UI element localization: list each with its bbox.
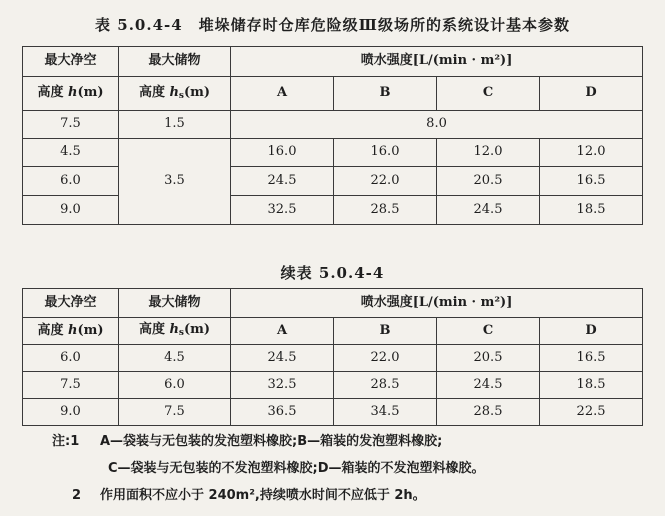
t1-cell-h: 6.0 — [23, 167, 119, 196]
table2-title: 续表 5.0.4-4 — [280, 264, 385, 282]
t2-cell: 24.5 — [231, 345, 334, 372]
note-line-3: 2 作用面积不应小于 240m²,持续喷水时间不应低于 2h。 — [52, 482, 485, 509]
table1-title: 表 5.0.4-4 堆垛储存时仓库危险级Ⅲ级场所的系统设计基本参数 — [95, 16, 570, 34]
t1-cell: 12.0 — [540, 139, 643, 167]
table-row — [23, 372, 643, 399]
t2-cell: 22.0 — [334, 345, 437, 372]
table-row — [23, 345, 643, 372]
t2-cell: 34.5 — [334, 399, 437, 426]
t1-hs-header-1: 最大储物 — [119, 47, 231, 77]
t2-cell: 36.5 — [231, 399, 334, 426]
table-row — [23, 111, 643, 139]
t2-spray-header: 喷水强度[L/(min · m²)] — [231, 289, 643, 318]
t1-cell: 12.0 — [437, 139, 540, 167]
t1-cell: 16.0 — [334, 139, 437, 167]
t2-col-c: C — [437, 318, 540, 345]
t2-cell-hs: 6.0 — [119, 372, 231, 399]
t2-h-header-1: 最大净空 — [23, 289, 119, 318]
t2-cell: 32.5 — [231, 372, 334, 399]
t1-cell-hs: 1.5 — [119, 111, 231, 139]
t2-h-header-2: 高度 h(m) — [23, 318, 119, 345]
t2-col-a: A — [231, 318, 334, 345]
t1-cell-hs-merged: 3.5 — [119, 139, 231, 225]
t1-col-c: C — [437, 77, 540, 111]
t2-cell: 20.5 — [437, 345, 540, 372]
t2-cell-h: 6.0 — [23, 345, 119, 372]
t1-cell: 16.5 — [540, 167, 643, 196]
t2-col-b: B — [334, 318, 437, 345]
note-line-2: C—袋装与无包装的不发泡塑料橡胶;D—箱装的不发泡塑料橡胶。 — [108, 461, 485, 476]
t1-h-header-1: 最大净空 — [23, 47, 119, 77]
t1-cell: 20.5 — [437, 167, 540, 196]
t1-cell-merged: 8.0 — [231, 111, 643, 139]
t2-cell: 24.5 — [437, 372, 540, 399]
note-label: 注:1 — [52, 434, 80, 449]
t2-cell: 28.5 — [334, 372, 437, 399]
t1-cell: 16.0 — [231, 139, 334, 167]
t1-cell-h: 7.5 — [23, 111, 119, 139]
t1-col-d: D — [540, 77, 643, 111]
t1-hs-header-2: 高度 $h_s(m)$ — [119, 77, 231, 111]
table1 — [22, 46, 643, 225]
t2-cell-hs: 7.5 — [119, 399, 231, 426]
t1-cell: 22.0 — [334, 167, 437, 196]
t2-cell-h: 7.5 — [23, 372, 119, 399]
t1-cell-h: 9.0 — [23, 196, 119, 225]
t2-cell-h: 9.0 — [23, 399, 119, 426]
note-number: 2 — [72, 488, 82, 503]
t1-col-a: A — [231, 77, 334, 111]
t1-spray-header: 喷水强度[L/(min · m²)] — [231, 47, 643, 77]
t2-hs-header-2: 高度 $h_s(m)$ — [119, 318, 231, 345]
table2 — [22, 288, 643, 426]
t2-cell: 22.5 — [540, 399, 643, 426]
notes — [52, 428, 485, 509]
t1-cell: 24.5 — [437, 196, 540, 225]
t1-h-header-2: 高度 h(m) — [23, 77, 119, 111]
table-row — [23, 139, 643, 167]
t1-cell: 28.5 — [334, 196, 437, 225]
note-line-1: 注:1 A—袋装与无包装的发泡塑料橡胶;B—箱装的发泡塑料橡胶; — [52, 428, 485, 455]
t1-col-b: B — [334, 77, 437, 111]
table-row — [23, 399, 643, 426]
t2-col-d: D — [540, 318, 643, 345]
t1-cell: 24.5 — [231, 167, 334, 196]
t1-cell-h: 4.5 — [23, 139, 119, 167]
t2-hs-header-1: 最大储物 — [119, 289, 231, 318]
t2-cell-hs: 4.5 — [119, 345, 231, 372]
t2-cell: 16.5 — [540, 345, 643, 372]
t1-cell: 32.5 — [231, 196, 334, 225]
table-row — [23, 196, 643, 225]
t2-cell: 28.5 — [437, 399, 540, 426]
t1-cell: 18.5 — [540, 196, 643, 225]
table-row — [23, 167, 643, 196]
t2-cell: 18.5 — [540, 372, 643, 399]
